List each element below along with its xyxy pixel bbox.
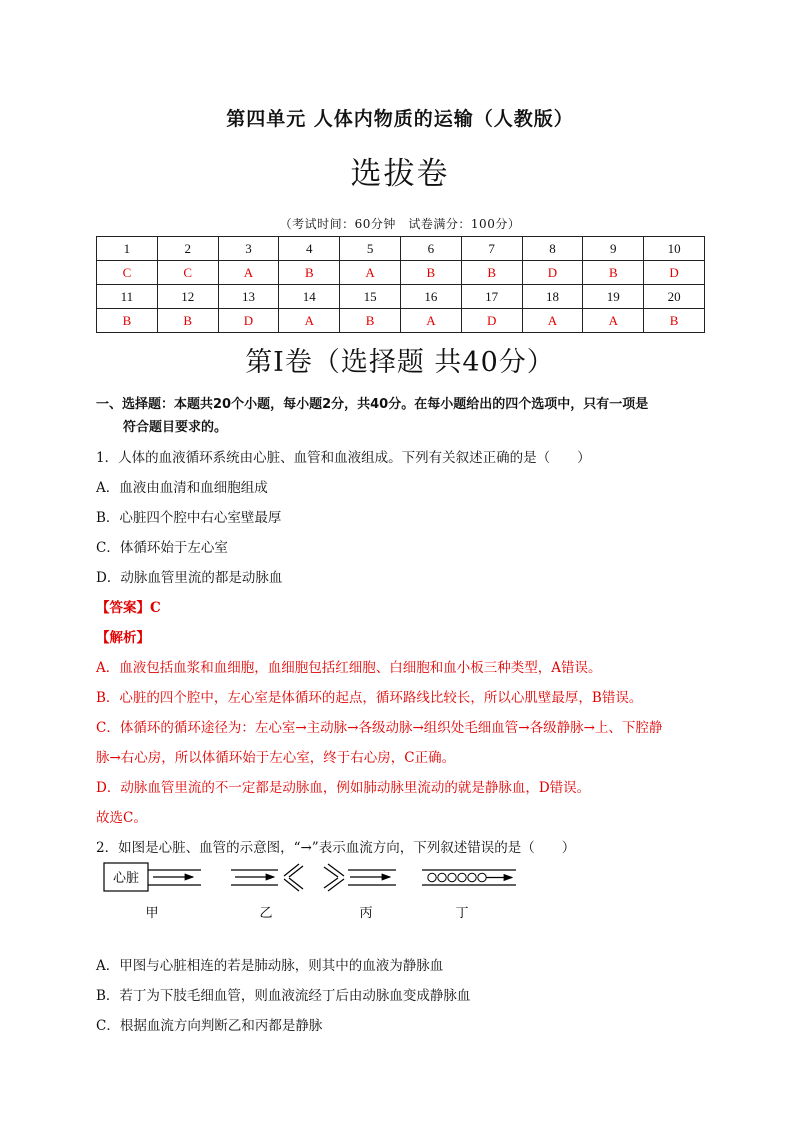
answer-cell: B <box>279 261 340 285</box>
question-2-stem: 2．如图是心脏、血管的示意图，“→”表示血流方向，下列叙述错误的是（ ） <box>96 840 576 856</box>
blood-cell-icon <box>468 873 476 881</box>
answer-cell: A <box>400 309 461 333</box>
answer-cell: D <box>461 309 522 333</box>
answer-cell: B <box>97 309 158 333</box>
answer-cell: A <box>279 309 340 333</box>
document-title: 第四单元 人体内物质的运输（人教版） <box>226 108 574 130</box>
heart-label: 心脏 <box>112 871 140 886</box>
diagram-jia <box>104 863 201 891</box>
question-number-cell: 13 <box>218 285 279 309</box>
answer-cell: B <box>644 309 705 333</box>
question-number-cell: 7 <box>461 237 522 261</box>
question-1-option-b: B．心脏四个腔中右心室壁最厚 <box>96 510 282 526</box>
analysis-conclusion: 故选C。 <box>96 810 147 826</box>
question-number-cell: 16 <box>400 285 461 309</box>
analysis-option-d: D．动脉血管里流的不一定都是动脉血，例如肺动脉里流动的就是静脉血，D错误。 <box>96 780 591 796</box>
document-subtitle: 选拔卷 <box>350 156 450 192</box>
blood-cell-icon <box>438 873 446 881</box>
answer-cell: D <box>218 309 279 333</box>
table-row <box>97 285 705 309</box>
question-number-cell: 14 <box>279 285 340 309</box>
label-ding: 丁 <box>455 906 469 921</box>
label-bing: 丙 <box>359 906 373 921</box>
diagram-yi <box>231 864 303 891</box>
question-2-option-a: A．甲图与心脏相连的若是肺动脉，则其中的血液为静脉血 <box>96 958 444 974</box>
answer-cell: B <box>583 261 644 285</box>
blood-cell-icon <box>448 873 456 881</box>
answer-cell: A <box>583 309 644 333</box>
heart-vessel-diagram <box>98 860 538 926</box>
question-number-cell: 15 <box>340 285 401 309</box>
analysis-label: 【解析】 <box>96 630 150 646</box>
answer-cell: A <box>218 261 279 285</box>
question-number-cell: 11 <box>97 285 158 309</box>
answer-value: C <box>150 600 161 616</box>
question-1-stem: 1．人体的血液循环系统由心脏、血管和血液组成。下列有关叙述正确的是（ ） <box>96 450 591 466</box>
question-number-cell: 6 <box>400 237 461 261</box>
question-2-option-c: C．根据血流方向判断乙和丙都是静脉 <box>96 1018 323 1034</box>
diagram-ding <box>422 870 516 885</box>
blood-cell-icon <box>458 873 466 881</box>
answer-cell: D <box>644 261 705 285</box>
answer-key-table <box>96 236 705 333</box>
answer-cell: B <box>340 309 401 333</box>
answer-cell: C <box>157 261 218 285</box>
question-number-cell: 12 <box>157 285 218 309</box>
question-number-cell: 19 <box>583 285 644 309</box>
analysis-option-c-continued: 脉→右心房，所以体循环始于左心室，终于右心房，C正确。 <box>96 750 456 766</box>
question-2-option-b: B．若丁为下肢毛细血管，则血液流经丁后由动脉血变成静脉血 <box>96 988 471 1004</box>
answer-cell: B <box>461 261 522 285</box>
question-number-cell: 17 <box>461 285 522 309</box>
exam-info: （考试时间：60分钟 试卷满分：100分） <box>279 217 521 231</box>
question-1-option-a: A．血液由血清和血细胞组成 <box>96 480 268 496</box>
diagram-bing <box>324 864 396 891</box>
answer-cell: A <box>340 261 401 285</box>
table-row <box>97 237 705 261</box>
question-number-cell: 3 <box>218 237 279 261</box>
table-row <box>97 261 705 285</box>
question-1-option-c: C．体循环始于左心室 <box>96 540 228 556</box>
blood-cell-icon <box>478 873 486 881</box>
question-number-cell: 18 <box>522 285 583 309</box>
answer-label: 【答案】 <box>96 600 150 616</box>
label-jia: 甲 <box>145 906 159 921</box>
instruction-line: 符合题目要求的。 <box>123 420 228 435</box>
table-row <box>97 309 705 333</box>
instruction-line: 一、选择题：本题共20个小题，每小题2分，共40分。在每小题给出的四个选项中，只有一项是 <box>96 397 649 412</box>
analysis-option-a: A．血液包括血浆和血细胞，血细胞包括红细胞、白细胞和血小板三种类型，A错误。 <box>96 660 602 676</box>
answer-cell: D <box>522 261 583 285</box>
question-number-cell: 8 <box>522 237 583 261</box>
question-number-cell: 1 <box>97 237 158 261</box>
question-number-cell: 4 <box>279 237 340 261</box>
label-yi: 乙 <box>259 906 273 921</box>
analysis-option-c: C．体循环的循环途径为：左心室→主动脉→各级动脉→组织处毛细血管→各级静脉→上、下腔静 <box>96 720 663 736</box>
answer-cell: B <box>400 261 461 285</box>
question-number-cell: 20 <box>644 285 705 309</box>
question-1-option-d: D．动脉血管里流的都是动脉血 <box>96 570 283 586</box>
section-instruction <box>96 393 716 439</box>
section-title: 第Ⅰ卷（选择题 共40分） <box>245 347 555 378</box>
question-number-cell: 10 <box>644 237 705 261</box>
question-number-cell: 2 <box>157 237 218 261</box>
question-1-answer <box>96 596 161 616</box>
answer-cell: B <box>157 309 218 333</box>
question-number-cell: 9 <box>583 237 644 261</box>
analysis-option-b: B．心脏的四个腔中，左心室是体循环的起点，循环路线比较长，所以心肌壁最厚，B错误。 <box>96 690 643 706</box>
question-number-cell: 5 <box>340 237 401 261</box>
answer-cell: C <box>97 261 158 285</box>
answer-cell: A <box>522 309 583 333</box>
blood-cell-icon <box>428 873 436 881</box>
